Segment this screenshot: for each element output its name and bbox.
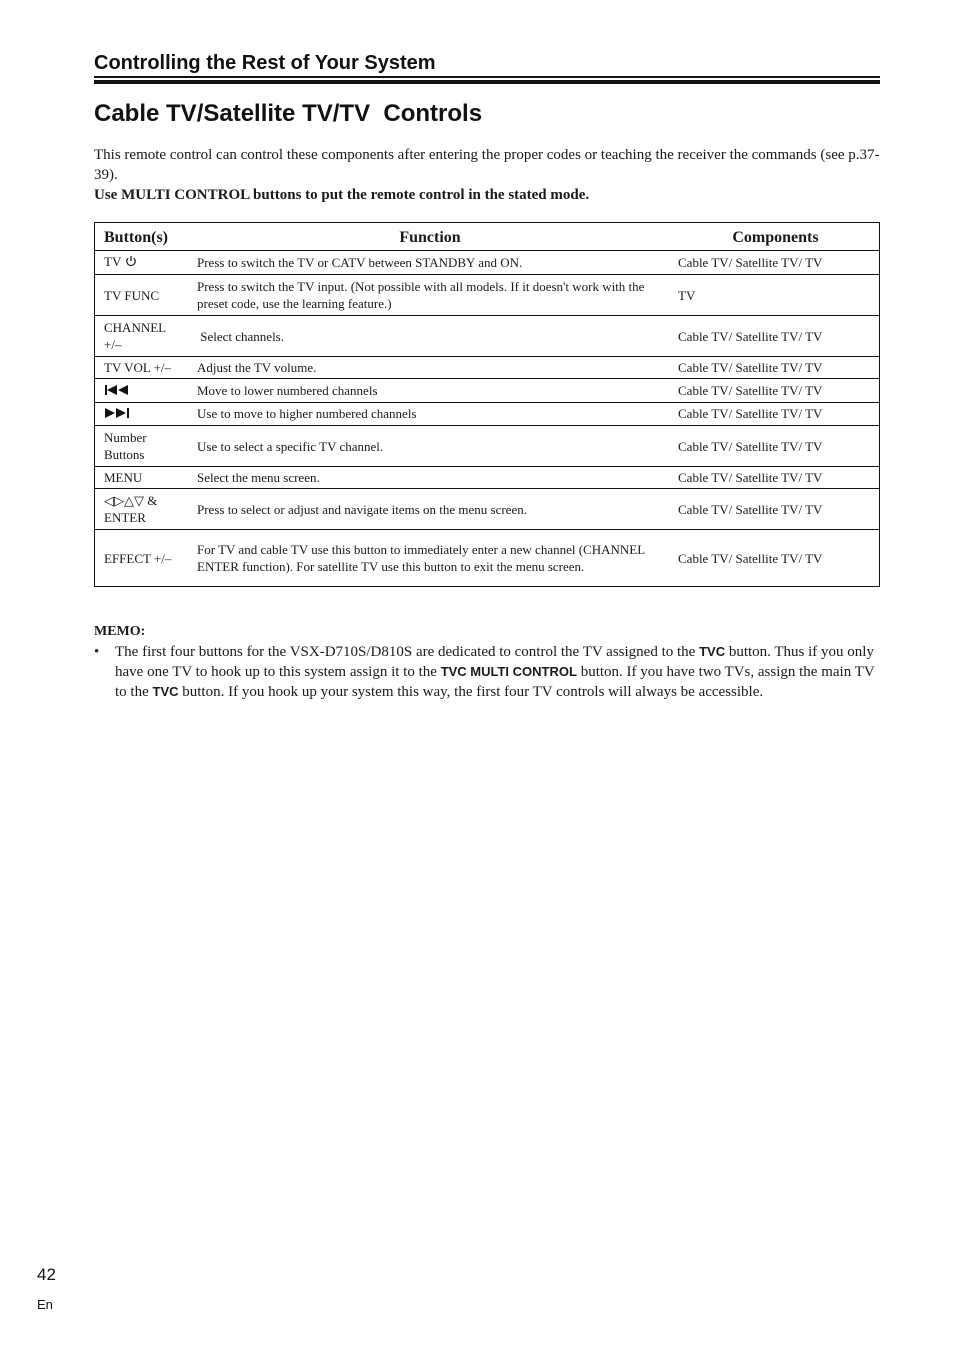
cell-button: Number Buttons xyxy=(95,426,189,467)
header-rule-thin xyxy=(94,76,880,78)
cell-components: Cable TV/ Satellite TV/ TV xyxy=(669,530,880,587)
button-label: TV xyxy=(104,254,122,269)
cell-button xyxy=(95,402,189,426)
memo-text-part: button. If you have two TVs, assign the main TV to the xyxy=(115,664,875,700)
cell-button xyxy=(95,379,189,403)
page-number: 42 xyxy=(37,1265,56,1284)
memo-label: MEMO: xyxy=(94,624,146,639)
cell-button: ◁▷△▽ & ENTER xyxy=(95,489,189,530)
bullet: • xyxy=(94,644,100,660)
table-row xyxy=(95,316,880,357)
table-row xyxy=(95,275,880,316)
section-title: Controlling the Rest of Your System xyxy=(94,52,436,74)
cell-function: Press to switch the TV or CATV between STANDBY and ON. xyxy=(188,251,669,275)
page-title: Cable TV/Satellite TV/TV Controls xyxy=(94,100,483,127)
cell-button xyxy=(95,251,189,275)
table-header-row xyxy=(95,223,880,251)
page-language: En xyxy=(37,1297,53,1312)
cell-components: Cable TV/ Satellite TV/ TV xyxy=(669,357,880,379)
tvc-multi-control-key: TVC MULTI CONTROL xyxy=(440,664,577,679)
header-rule-thick xyxy=(94,80,880,84)
table-row xyxy=(95,489,880,530)
cell-button: MENU xyxy=(95,467,189,489)
controls-table xyxy=(94,222,880,587)
intro-text: This remote control can control these components after entering the proper codes or teaching the receiver the commands (see p.37-39). xyxy=(94,147,880,183)
intro xyxy=(94,145,880,205)
tvc-key: TVC xyxy=(152,684,179,699)
memo-text-part: button. Thus if you only have one TV to hook up to this system assign it to the xyxy=(115,644,874,680)
memo-text xyxy=(115,642,884,702)
cell-function: Use to move to higher numbered channels xyxy=(188,402,669,426)
cell-components: Cable TV/ Satellite TV/ TV xyxy=(669,316,880,357)
table-row xyxy=(95,530,880,587)
cell-function: Use to select a specific TV channel. xyxy=(188,426,669,467)
section-header xyxy=(94,50,880,84)
cell-components: Cable TV/ Satellite TV/ TV xyxy=(669,402,880,426)
memo-text-part: The first four buttons for the VSX-D710S/D810S are dedicated to control the TV assigned to the xyxy=(115,644,700,660)
cell-components: Cable TV/ Satellite TV/ TV xyxy=(669,251,880,275)
cell-button: CHANNEL +/– xyxy=(95,316,189,357)
cell-components: Cable TV/ Satellite TV/ TV xyxy=(669,467,880,489)
cell-function: Press to select or adjust and navigate items on the menu screen. xyxy=(188,489,669,530)
intro-note: Use MULTI CONTROL buttons to put the remote control in the stated mode. xyxy=(94,187,590,203)
table-row xyxy=(95,357,880,379)
cell-components: Cable TV/ Satellite TV/ TV xyxy=(669,379,880,403)
cell-function: Move to lower numbered channels xyxy=(188,379,669,403)
power-icon xyxy=(124,254,138,272)
skip-forward-icon xyxy=(104,406,130,423)
header-components: Components xyxy=(669,223,880,251)
skip-back-icon xyxy=(104,383,130,400)
cell-components: Cable TV/ Satellite TV/ TV xyxy=(669,426,880,467)
cell-components: Cable TV/ Satellite TV/ TV xyxy=(669,489,880,530)
table-row xyxy=(95,467,880,489)
cell-button: EFFECT +/– xyxy=(95,530,189,587)
cell-button: TV VOL +/– xyxy=(95,357,189,379)
memo xyxy=(94,622,884,702)
table-row xyxy=(95,402,880,426)
cell-button: TV FUNC xyxy=(95,275,189,316)
table-row xyxy=(95,251,880,275)
memo-text-part: button. If you hook up your system this way, the first four TV controls will always be accessible. xyxy=(178,684,764,700)
cell-function: For TV and cable TV use this button to immediately enter a new channel (CHANNEL ENTER function). For satellite TV use this button to exit the menu screen. xyxy=(188,530,669,587)
header-button: Button(s) xyxy=(95,223,189,251)
cell-function: Select channels. xyxy=(188,316,669,357)
cell-function: Select the menu screen. xyxy=(188,467,669,489)
tvc-key: TVC xyxy=(699,644,726,659)
header-function: Function xyxy=(188,223,669,251)
table-row xyxy=(95,426,880,467)
cell-function: Adjust the TV volume. xyxy=(188,357,669,379)
memo-item xyxy=(94,642,884,702)
table-row xyxy=(95,379,880,403)
cell-components: TV xyxy=(669,275,880,316)
cell-function: Press to switch the TV input. (Not possible with all models. If it doesn't work with the preset code, use the learning feature.) xyxy=(188,275,669,316)
